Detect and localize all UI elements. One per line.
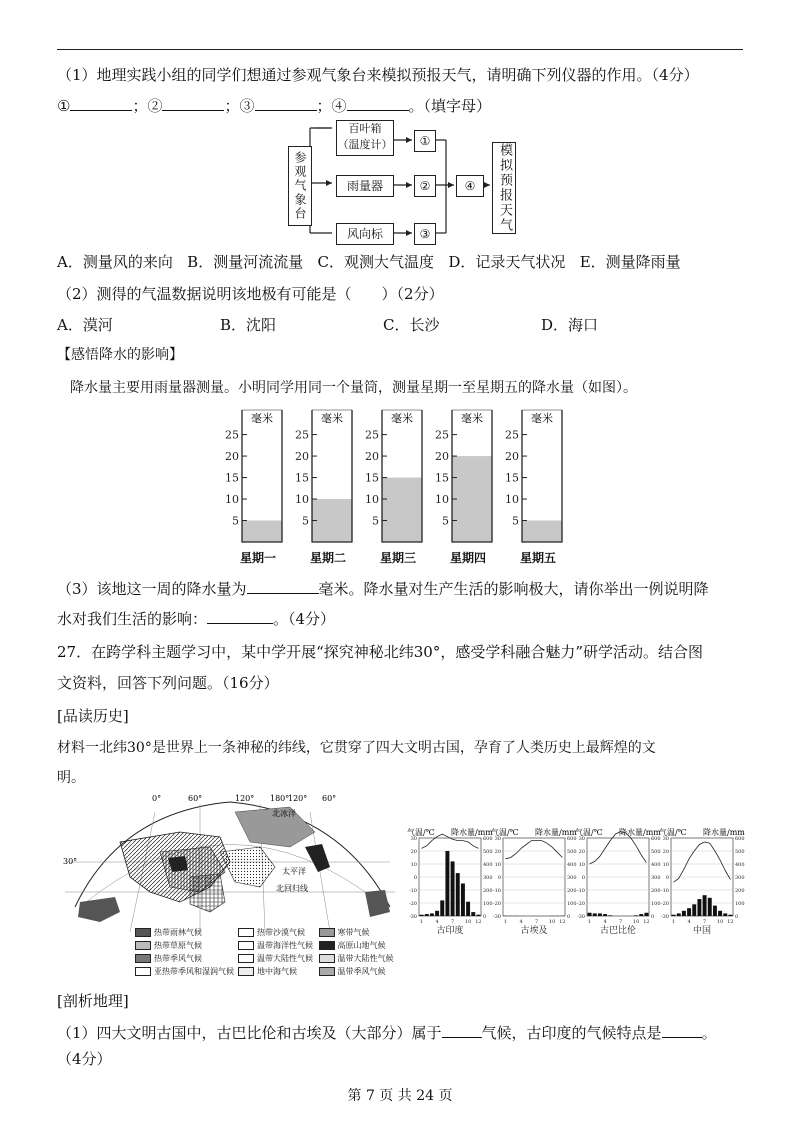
climate-charts [405,826,745,934]
temp-tick: -30 [408,914,417,920]
legend-label: 热带草原气候 [154,941,202,950]
gauge-tick-label: 5 [372,514,379,528]
precip-tick: 400 [651,862,661,868]
legend-label: 高原山地气候 [337,941,386,950]
temp-tick: 0 [665,875,669,881]
precip-tick: 0 [483,914,487,920]
month-tick: 4 [435,919,439,925]
gauge-tick-label: 25 [225,428,239,442]
precip-tick: 600 [567,836,577,842]
q3-text: 毫米。降水量对生产生活的影响极大，请你举出一例说明降 [318,580,709,598]
temp-tick: 10 [662,862,669,868]
legend-swatch [135,954,151,963]
gauge-tick-label: 10 [435,493,449,507]
option-b[interactable]: 测量河流流量 [213,253,304,271]
precip-bar [644,913,648,916]
header-rule [57,49,743,50]
gauge-tick-label: 5 [302,514,309,528]
q3-blank-total[interactable] [247,577,319,594]
month-tick: 4 [603,919,607,925]
gauge-unit: 毫米 [321,412,343,425]
precip-tick: 400 [735,862,745,868]
q1-blank-4[interactable] [347,94,409,111]
q3-line-2 [57,607,335,630]
analysis-text: 气候，古印度的气候特点是 [481,1024,662,1042]
legend-item [319,940,396,951]
gauge-tick-label: 25 [505,428,519,442]
month-tick: 12 [643,919,650,925]
temp-tick: 20 [410,849,417,855]
option-letter: B． [187,253,214,271]
precip-bar [466,902,470,916]
temp-tick: 10 [410,862,417,868]
diagram-slot-2: ② [414,175,436,197]
precip-tick: 500 [735,849,745,855]
temp-tick: -20 [576,901,585,907]
legend-swatch [238,941,254,950]
diagram-instrument-2: 雨量器 [336,175,394,197]
temp-tick: 30 [662,836,669,842]
precip-bar [697,899,701,916]
climate-chart-name: 古印度 [436,926,464,934]
gauge-tick-label: 15 [435,471,449,485]
option-letter: E． [579,253,606,271]
option-c[interactable]: 观测大气温度 [344,253,435,271]
diagram-instrument-3: 风向标 [336,223,394,245]
temp-tick: 30 [494,836,501,842]
month-tick: 10 [464,919,472,925]
legend-item [319,953,396,964]
weather-station-diagram [280,118,540,248]
legend-label: 热带沙漠气候 [257,928,305,937]
legend-item [238,953,315,964]
q2-option-b[interactable] [220,314,276,336]
gauge-tick-label: 25 [435,428,449,442]
month-tick: 10 [716,919,724,925]
legend-swatch [135,928,151,937]
q1-blank-4-label: ④ [331,97,347,115]
history-title: [品读历史] [57,707,129,725]
temp-tick: -10 [492,888,501,894]
gauge-tick-label: 20 [435,450,449,464]
q1-blank-2[interactable] [162,94,224,111]
precip-tick: 0 [735,914,739,920]
gauge-tick-label: 10 [225,493,239,507]
legend-label: 热带季风气候 [154,954,202,963]
analysis-text: 。 [701,1024,717,1042]
temp-tick: 0 [581,875,585,881]
month-tick: 7 [534,919,539,925]
gauge-tick-label: 25 [365,428,379,442]
month-tick: 10 [632,919,640,925]
temp-tick: -10 [660,888,669,894]
precip-bar [456,873,460,916]
gauge-tick-label: 10 [505,493,519,507]
day-label: 星期一 [239,551,277,565]
legend-item [319,927,396,938]
separator: ； [132,97,148,115]
q2-option-c[interactable] [383,314,440,336]
q1-options [57,251,681,273]
month-tick: 12 [475,919,482,925]
diagram-source-box: 参观气象台 [288,146,312,226]
month-tick: 12 [559,919,566,925]
q27-line-1: 27．在跨学科主题学习中，某中学开展“探究神秘北纬30°，感受学科融合魅力”研学活动。结合图 [57,643,704,661]
lat-label: 30° [63,857,78,866]
option-letter: C． [317,253,345,271]
gauge-tick-label: 5 [442,514,449,528]
rain-gauges [220,406,590,571]
month-tick: 12 [727,919,734,925]
gauge-tick-label: 20 [505,450,519,464]
precip-bar [703,895,707,916]
option-e[interactable]: 测量降雨量 [605,253,681,271]
rain-level [522,521,562,542]
month-tick: 7 [450,919,455,925]
gauge-tick-label: 10 [295,493,309,507]
precip-bar [708,898,712,916]
precip-axis-title: 降水量/mm [619,828,661,837]
q3-text: 。（4分） [273,610,336,628]
precip-bar [634,915,638,916]
diagram-slot-1: ① [414,130,436,152]
rain-section-title: 【感悟降水的影响】 [57,347,183,363]
month-tick: 4 [687,919,691,925]
analysis-blank-india[interactable] [662,1021,702,1038]
temp-tick: 10 [578,862,585,868]
gauge-tick-label: 5 [512,514,519,528]
month-tick: 1 [671,919,676,925]
gauge-unit: 毫米 [391,412,413,425]
precip-tick: 500 [483,849,493,855]
instrument-1-detail: （温度计） [337,138,393,151]
precip-tick: 300 [567,875,577,881]
option-text: 漠河 [82,316,113,334]
option-letter: A． [57,253,83,271]
precip-tick: 0 [651,914,655,920]
legend-label: 温带大陆性气候 [257,954,313,963]
lon-label: 120° [288,794,308,803]
precip-axis-title: 降水量/mm [703,828,745,837]
separator: ； [316,97,332,115]
option-letter: D． [448,253,476,271]
temp-tick: -20 [492,901,501,907]
precip-tick: 600 [735,836,745,842]
gauge-tick-label: 20 [225,450,239,464]
climate-chart-name: 中国 [692,926,712,934]
precip-tick: 600 [483,836,493,842]
precip-tick: 500 [567,849,577,855]
instrument-1-name: 百叶箱 [348,122,382,135]
precip-bar [692,904,696,916]
temp-tick: 20 [662,849,669,855]
precip-axis-title: 降水量/mm [535,828,577,837]
temp-tick: -10 [408,888,417,894]
material-line-1: 材料一北纬30°是世界上一条神秘的纬线，它贯穿了四大文明古国，孕育了人类历史上最辉煌的文 [57,740,656,756]
precip-bar [476,915,480,916]
q27-line-2: 文资料，回答下列问题。（16分） [57,674,279,692]
precip-bar [672,915,676,916]
lon-label: 120° [235,794,255,803]
q2-option-d[interactable] [541,314,598,336]
map-legend [135,927,395,977]
option-text: 长沙 [409,316,440,334]
precip-tick: 200 [483,888,493,894]
precip-tick: 500 [651,849,661,855]
precip-tick: 100 [651,901,661,907]
precip-tick: 400 [483,862,493,868]
day-label: 星期三 [379,551,417,565]
temp-tick: 10 [494,862,501,868]
legend-swatch [238,954,254,963]
q3-line-1 [57,577,709,600]
precip-bar [461,884,465,917]
precip-bar [435,911,439,916]
temp-tick: -20 [660,901,669,907]
precip-bar [445,851,449,916]
legend-item [135,966,234,977]
q1-blank-1[interactable] [70,94,132,111]
option-letter: A． [57,316,83,334]
gauge-tick-label: 15 [295,471,309,485]
precip-bar [608,915,612,916]
q3-blank-impact[interactable] [207,607,273,624]
climate-map [60,792,400,982]
precip-bar [471,912,475,916]
legend-label: 温带海洋性气候 [257,941,313,950]
precip-tick: 200 [567,888,577,894]
gauge-tick-label: 25 [295,428,309,442]
precip-bar [728,915,732,916]
option-letter: C． [383,316,410,334]
legend-label: 亚热带季风和湿润气候 [154,967,234,976]
day-label: 星期四 [449,551,487,565]
precip-tick: 100 [483,901,493,907]
month-tick: 10 [548,919,556,925]
legend-swatch [319,941,335,950]
analysis-blank-climate[interactable] [442,1021,482,1038]
temp-tick: 20 [494,849,501,855]
legend-label: 热带雨林气候 [154,928,202,937]
diagram-result-box: 模拟预报天气 [492,142,516,234]
legend-item [238,940,315,951]
legend-item [135,953,234,964]
precip-bar [639,914,643,916]
legend-swatch [135,941,151,950]
precip-bar [598,913,602,916]
temp-tick: -30 [660,914,669,920]
legend-swatch [135,967,151,976]
rain-section-intro: 降水量主要用雨量器测量。小明同学用同一个量筒，测量星期一至星期五的降水量（如图）。 [70,380,637,396]
gauge-tick-label: 15 [365,471,379,485]
month-tick: 7 [618,919,623,925]
precip-tick: 0 [567,914,571,920]
option-text: 沈阳 [246,316,277,334]
q1-blank-3-label: ③ [239,97,255,115]
legend-swatch [319,967,335,976]
month-tick: 4 [519,919,523,925]
option-text: 海口 [568,316,599,334]
gauge-tick-label: 20 [365,450,379,464]
diagram-slot-4: ④ [456,175,484,197]
precip-tick: 300 [735,875,745,881]
temp-axis-title: 气温/℃ [575,828,603,837]
legend-swatch [238,967,254,976]
precip-bar [713,906,717,916]
precip-tick: 200 [651,888,661,894]
option-a[interactable]: 测量风的来向 [82,253,173,271]
month-tick: 7 [702,919,707,925]
rain-level [242,521,282,542]
temp-tick: 30 [410,836,417,842]
day-label: 星期二 [309,551,347,565]
gauge-tick-label: 5 [232,514,239,528]
analysis-text: （1）四大文明古国中，古巴比伦和古埃及（大部分）属于 [57,1024,442,1042]
precip-tick: 100 [567,901,577,907]
legend-label: 温带季风气候 [337,967,386,976]
temp-tick: -30 [576,914,585,920]
q3-text: 水对我们生活的影响： [57,610,208,628]
temp-tick: 20 [578,849,585,855]
precip-bar [718,911,722,916]
precip-bar [682,911,686,916]
lon-label: 60° [188,794,203,803]
precip-bar [723,913,727,916]
temp-tick: -30 [492,914,501,920]
temp-tick: 0 [497,875,501,881]
precip-tick: 400 [567,862,577,868]
climate-chart-name: 古巴比伦 [599,926,637,934]
temp-line [506,841,563,859]
q1-blank-3[interactable] [255,94,317,111]
q1-blank-1-label: ① [57,97,71,115]
gauge-unit: 毫米 [251,412,273,425]
legend-swatch [319,928,335,937]
month-tick: 1 [503,919,508,925]
option-letter: B． [220,316,247,334]
option-d[interactable]: 记录天气状况 [475,253,566,271]
precip-bar [588,913,592,916]
precip-bar [451,861,455,916]
gauge-unit: 毫米 [461,412,483,425]
precip-bar [430,913,434,916]
temp-axis-title: 气温/℃ [407,828,435,837]
legend-label: 地中海气候 [257,967,297,976]
diagram-slot-3: ③ [414,223,436,245]
lon-label: 180° [270,794,290,803]
precip-tick: 300 [651,875,661,881]
month-tick: 1 [587,919,592,925]
q2-stem: （2）测得的气温数据说明该地极有可能是（ ）（2分） [57,285,444,303]
precip-bar [440,900,444,916]
q3-text: （3）该地这一周的降水量为 [57,580,247,598]
precip-bar [603,914,607,916]
legend-item [238,927,315,938]
separator: ； [224,97,240,115]
temp-tick: 0 [413,875,417,881]
analysis-line-1 [57,1021,717,1044]
precip-tick: 300 [483,875,493,881]
q1-end: 。（填字母） [408,97,492,115]
q2-option-a[interactable] [57,314,113,336]
lon-label: 0° [152,794,162,803]
analysis-line-2: （4分） [57,1050,112,1068]
day-label: 星期五 [519,551,557,565]
gauge-unit: 毫米 [531,412,553,425]
precip-bar [593,913,597,916]
lon-label: 60° [322,794,337,803]
legend-item [135,927,234,938]
legend-swatch [238,928,254,937]
gauge-tick-label: 15 [505,471,519,485]
tropic-label: 北回归线 [276,884,308,893]
q1-stem: （1）地理实践小组的同学们想通过参观气象台来模拟预报天气，请明确下列仪器的作用。（4分） [57,66,699,84]
climate-chart-name: 古埃及 [520,926,548,934]
q1-blank-2-label: ② [147,97,163,115]
precip-bar [677,913,681,916]
q1-answer-line [57,94,491,117]
gauge-tick-label: 20 [295,450,309,464]
precip-axis-title: 降水量/mm [451,828,493,837]
precip-bar [687,908,691,916]
precip-bar [420,915,424,916]
gauge-tick-label: 15 [225,471,239,485]
arctic-label: 北冰洋 [272,809,296,818]
material-line-2: 明。 [57,770,85,786]
legend-item [238,966,315,977]
precip-tick: 200 [735,888,745,894]
precip-tick: 100 [735,901,745,907]
legend-item [135,940,234,951]
analysis-title: [剖析地理] [57,992,129,1010]
pacific-label: 太平洋 [282,867,306,876]
option-letter: D． [541,316,569,334]
page-footer: 第 7 页 共 24 页 [347,1088,453,1104]
temp-line [674,842,731,882]
temp-tick: -10 [576,888,585,894]
rain-level [312,499,352,542]
temp-tick: 30 [578,836,585,842]
temp-axis-title: 气温/℃ [491,828,519,837]
rain-level [382,478,422,542]
legend-label: 温带大陆性气候 [337,954,394,963]
precip-tick: 600 [651,836,661,842]
month-tick: 1 [419,919,424,925]
legend-item [319,966,396,977]
gauge-tick-label: 10 [365,493,379,507]
precip-bar [425,914,429,916]
temp-tick: -20 [408,901,417,907]
rain-level [452,456,492,542]
legend-label: 寒带气候 [337,928,370,937]
temp-axis-title: 气温/℃ [659,828,687,837]
diagram-instrument-1 [336,120,394,156]
legend-swatch [319,954,335,963]
